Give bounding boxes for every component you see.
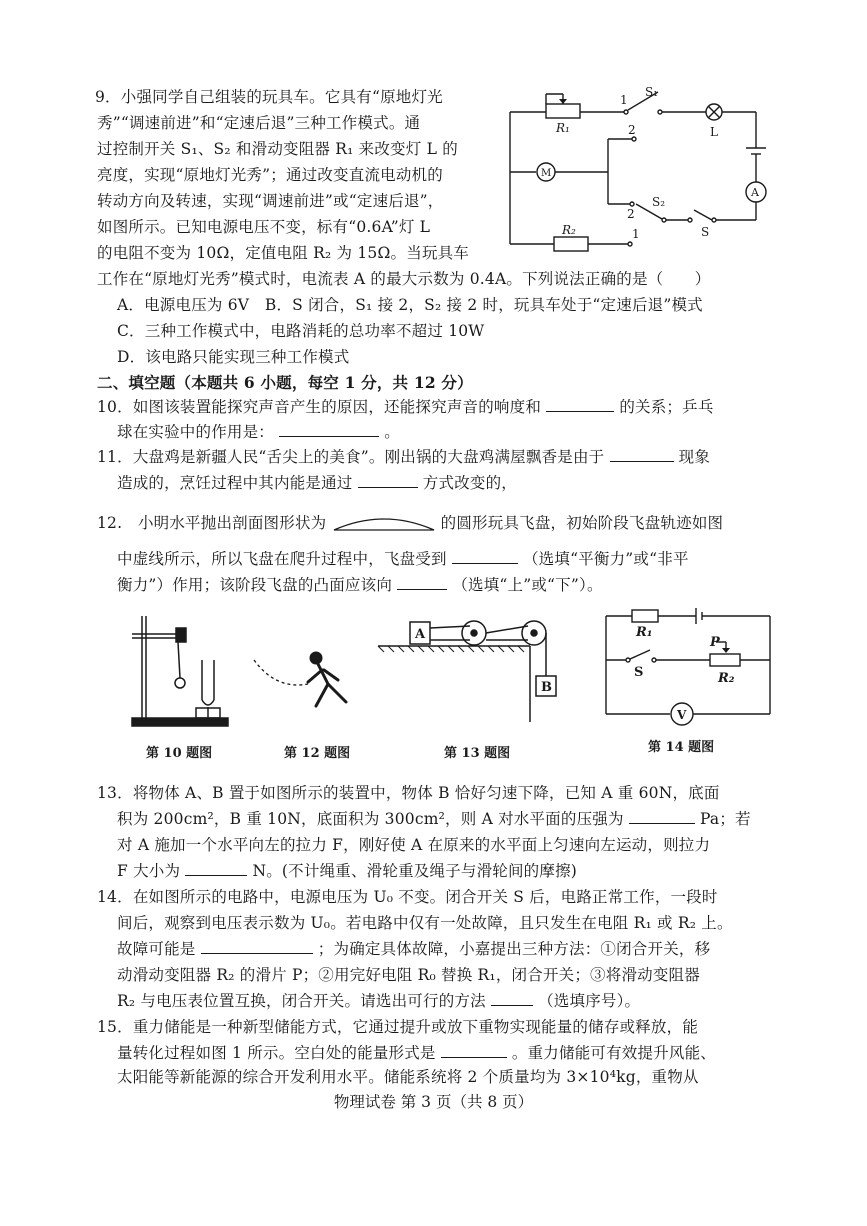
q12-line-1 <box>97 512 723 534</box>
q13-blank-2[interactable] <box>185 861 247 876</box>
frisbee-cross-section-icon <box>332 514 436 534</box>
q9-label-one-a: 1 <box>620 93 628 107</box>
q10-text-2: 球在实验中的作用是： <box>117 423 275 441</box>
q11-line-2 <box>117 472 517 494</box>
q9-label-two-b: 2 <box>627 207 635 221</box>
q9-label-l: L <box>710 125 718 139</box>
fig14-label-r1: R₁ <box>636 625 653 640</box>
q15-line-3: 太阳能等新能源的综合开发利用水平。储能系统将 2 个质量均为 3×10⁴kg，重物从 <box>117 1068 699 1086</box>
fig13-pulley-apparatus <box>378 618 578 728</box>
q14-line-5 <box>117 990 640 1012</box>
q14-line-1: 14．在如图所示的电路中，电源电压为 U₀ 不变。闭合开关 S 后，电路正常工作，一段时 <box>97 888 718 906</box>
fig14-label-r2: R₂ <box>718 671 735 686</box>
q12-text-3b: （选填“上”或“下”）。 <box>452 576 603 594</box>
q11-text-1: 11．大盘鸡是新疆人民“舌尖上的美食”。刚出锅的大盘鸡满屋飘香是由于 <box>97 448 605 466</box>
q10-text-1: 10．如图该装置能探究声音产生的原因，还能探究声音的响度和 <box>97 398 542 416</box>
page-footer: 物理试卷 第 3 页（共 8 页） <box>333 1093 534 1111</box>
section-2-heading: 二、填空题（本题共 6 小题，每空 1 分，共 12 分） <box>97 373 473 392</box>
q9-label-s2: S₂ <box>652 195 666 209</box>
q15-text-2a: 量转化过程如图 1 所示。空白处的能量形式是 <box>117 1044 436 1062</box>
q9-label-a: A <box>751 186 759 199</box>
q14-line-3 <box>117 938 710 960</box>
q11-text-1b: 现象 <box>678 448 711 466</box>
q14-text-3b: ；为确定具体故障，小嘉提出三种方法：①闭合开关，移 <box>317 940 711 958</box>
q9-label-one-b: 1 <box>632 227 640 241</box>
q14-text-5a: R₂ 与电压表位置互换，闭合开关。请选出可行的方法 <box>117 992 486 1010</box>
q9-label-two-a: 2 <box>628 123 636 137</box>
q9-line-4: 亮度，实现“原地灯光秀”；通过改变直流电动机的 <box>97 166 443 184</box>
q10-blank-2[interactable] <box>279 422 379 437</box>
q9-label-s: S <box>701 225 710 239</box>
q13-line-1: 13．将物体 A、B 置于如图所示的装置中，物体 B 恰好匀速下降，已知 A 重 60N，底面 <box>97 784 720 802</box>
q13-line-3: 对 A 施加一个水平向左的拉力 F，刚好使 A 在原来的水平面上匀速向左运动，则拉力 <box>117 836 711 854</box>
q13-text-4b: N。(不计绳重、滑轮重及绳子与滑轮间的摩擦) <box>252 862 578 880</box>
q12-blank-1[interactable] <box>452 549 518 564</box>
fig14-label-p: P <box>710 635 720 650</box>
q9-line-3: 过控制开关 S₁、S₂ 和滑动变阻器 R₁ 来改变灯 L 的 <box>97 140 458 158</box>
q9-label-r2: R₂ <box>562 223 576 237</box>
q15-line-2 <box>117 1042 716 1064</box>
fig12-frisbee-thrower <box>246 640 366 730</box>
fig14-label-s: S <box>634 665 644 680</box>
q12-text-1a: 12. 小明水平抛出剖面图形状为 <box>97 514 327 532</box>
q11-text-2b: 方式改变的， <box>422 474 517 492</box>
q12-text-2b: （选填“平衡力”或“非平 <box>522 550 689 568</box>
q12-line-3 <box>117 574 603 596</box>
q11-blank-2[interactable] <box>358 473 418 488</box>
fig13-label-a: A <box>415 627 426 642</box>
fig10-tuning-fork-apparatus <box>128 612 238 732</box>
q14-text-3a: 故障可能是 <box>117 940 196 958</box>
fig13-label-b: B <box>541 680 552 695</box>
fig14-label-v: V <box>677 708 687 722</box>
q14-line-2: 间后，观察到电压表示数为 U₀。若电路中仅有一处故障，且只发生在电阻 R₁ 或 R₂ 上。 <box>117 914 733 932</box>
q11-blank-1[interactable] <box>610 447 674 462</box>
q9-line-7: 的电阻不变为 10Ω，定值电阻 R₂ 为 15Ω。当玩具车 <box>97 244 470 262</box>
q15-blank-1[interactable] <box>441 1043 507 1058</box>
q9-label-m: M <box>541 168 552 179</box>
fig10-caption: 第 10 题图 <box>146 746 213 761</box>
q11-line-1 <box>97 446 710 468</box>
q14-line-4: 动滑动变阻器 R₂ 的滑片 P；②用完好电阻 R₀ 替换 R₁，闭合开关；③将滑动变阻器 <box>117 966 700 984</box>
q9-line-6: 如图所示。已知电源电压不变，标有“0.6A”灯 L <box>97 218 431 236</box>
q13-text-4a: F 大小为 <box>117 862 181 880</box>
q12-line-2 <box>117 548 689 570</box>
fig12-caption: 第 12 题图 <box>284 746 351 761</box>
q9-option-a-b: A．电源电压为 6V B．S 闭合，S₁ 接 2，S₂ 接 2 时，玩具车处于“定速后退”模式 <box>117 296 703 314</box>
q13-line-4 <box>117 860 577 882</box>
q13-text-2b: Pa；若 <box>699 810 751 828</box>
q9-circuit-diagram <box>500 84 780 254</box>
q9-line-1: 9．小强同学自己组装的玩具车。它具有“原地灯光 <box>95 88 443 106</box>
q12-text-2a: 中虚线所示，所以飞盘在爬升过程中，飞盘受到 <box>117 550 447 568</box>
q12-blank-2[interactable] <box>397 575 447 590</box>
q9-label-s1: S₁ <box>645 85 659 99</box>
q15-line-1: 15．重力储能是一种新型储能方式，它通过提升或放下重物实现能量的储存或释放，能 <box>97 1018 699 1036</box>
q14-blank-1[interactable] <box>201 939 313 954</box>
q10-text-2b: 。 <box>384 423 400 441</box>
q9-line-2: 秀”“调速前进”和“定速后退”三种工作模式。通 <box>97 114 421 132</box>
q15-text-2b: 。重力储能可有效提升风能、 <box>511 1044 717 1062</box>
q13-line-2 <box>117 808 751 830</box>
q12-text-3a: 衡力”）作用；该阶段飞盘的凸面应该向 <box>117 576 393 594</box>
q9-option-d: D．该电路只能实现三种工作模式 <box>117 348 350 366</box>
q10-blank-1[interactable] <box>546 397 614 412</box>
fig14-caption: 第 14 题图 <box>648 740 715 755</box>
fig13-caption: 第 13 题图 <box>444 746 511 761</box>
q11-text-2: 造成的，烹饪过程中其内能是通过 <box>117 474 353 492</box>
q9-option-c: C．三种工作模式中，电路消耗的总功率不超过 10W <box>117 322 485 340</box>
q12-text-1b: 的圆形玩具飞盘，初始阶段飞盘轨迹如图 <box>440 514 724 532</box>
q10-line-1 <box>97 396 714 418</box>
q13-blank-1[interactable] <box>629 809 695 824</box>
q13-text-2a: 积为 200cm²，B 重 10N，底面积为 300cm²，则 A 对水平面的压强为 <box>117 810 624 828</box>
q10-text-1b: 的关系；乒乓 <box>619 398 714 416</box>
fig14-circuit-diagram <box>600 606 780 726</box>
q9-line-5: 转动方向及转速，实现“调速前进”或“定速后退”， <box>97 192 444 210</box>
q14-text-5b: （选填序号）。 <box>538 992 641 1010</box>
q14-blank-2[interactable] <box>491 991 533 1006</box>
q9-line-8: 工作在“原地灯光秀”模式时，电流表 A 的最大示数为 0.4A。下列说法正确的是（ ） <box>97 270 711 288</box>
q9-label-r1: R₁ <box>556 121 570 135</box>
q10-line-2 <box>117 421 400 443</box>
